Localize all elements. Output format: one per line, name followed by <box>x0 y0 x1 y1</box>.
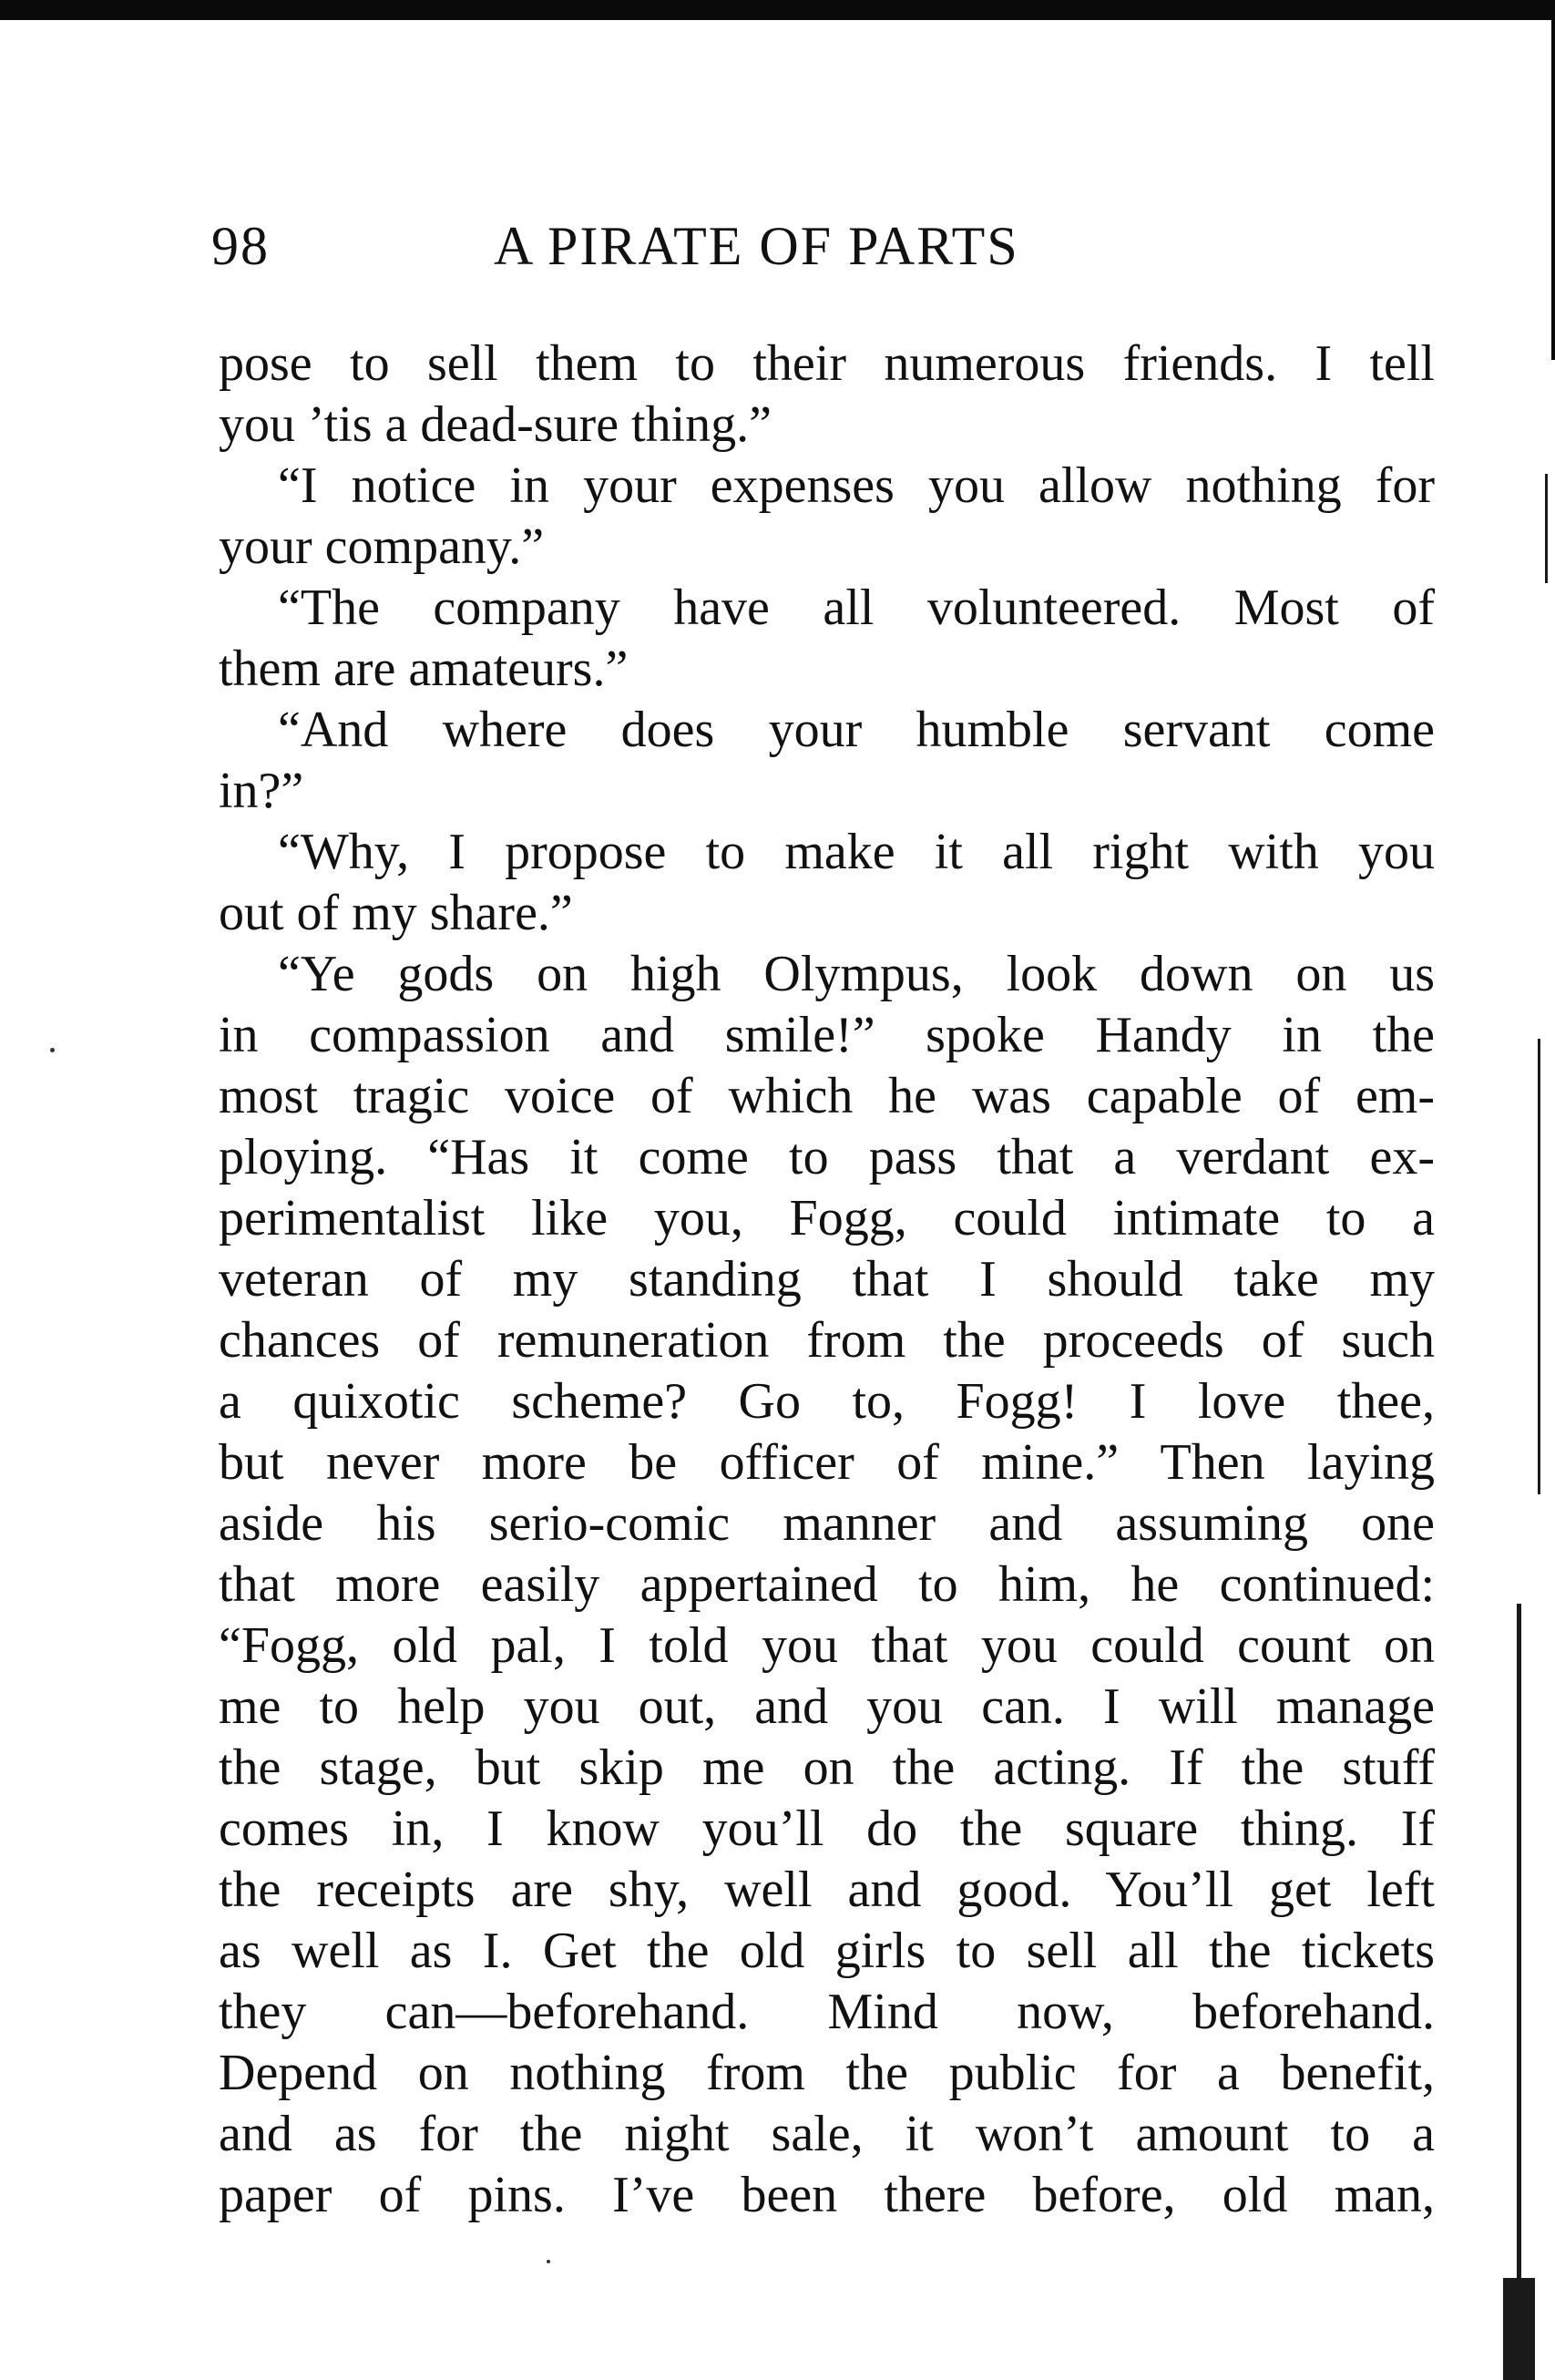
text-line: that more easily appertained to him, he continued: <box>219 1556 1435 1613</box>
page-edge-shadow <box>1551 0 1555 360</box>
running-head <box>211 215 1441 288</box>
text-line: aside his serio-comic manner and assuming one <box>219 1495 1435 1552</box>
text-line: ploying. “Has it come to pass that a verdant ex- <box>219 1129 1435 1185</box>
text-line: your company.” <box>219 518 545 575</box>
text-line: “Why, I propose to make it all right with you <box>278 824 1435 880</box>
text-line: “Fogg, old pal, I told you that you could count on <box>219 1617 1435 1674</box>
text-line: me to help you out, and you can. I will manage <box>219 1678 1435 1735</box>
margin-scan-mark <box>1517 1604 1521 2278</box>
text-line: “The company have all volunteered. Most of <box>278 580 1435 636</box>
text-line: veteran of my standing that I should take my <box>219 1251 1435 1308</box>
text-line: in compassion and smile!” spoke Handy in the <box>219 1007 1435 1063</box>
margin-scan-mark <box>1538 1039 1540 1494</box>
text-line: in?” <box>219 763 304 819</box>
text-line: the stage, but skip me on the acting. If the stuff <box>219 1739 1435 1796</box>
text-line: “Ye gods on high Olympus, look down on us <box>278 946 1435 1002</box>
text-line: the receipts are shy, well and good. You’ll get left <box>219 1862 1435 1918</box>
text-line: but never more be officer of mine.” Then laying <box>219 1434 1435 1491</box>
text-line: you ’tis a dead-sure thing.” <box>219 396 772 453</box>
book-title: A PIRATE OF PARTS <box>494 216 1019 276</box>
scan-speck <box>50 1048 55 1052</box>
text-line: pose to sell them to their numerous friends. I tell <box>219 335 1435 392</box>
text-line: chances of remuneration from the proceeds of such <box>219 1312 1435 1369</box>
top-border <box>0 0 1555 20</box>
text-line: them are amateurs.” <box>219 641 629 697</box>
text-line: they can—beforehand. Mind now, beforehand. <box>219 1984 1435 2040</box>
text-line: and as for the night sale, it won’t amount to a <box>219 2106 1435 2162</box>
page-number: 98 <box>211 216 270 276</box>
text-line: perimentalist like you, Fogg, could intimate to a <box>219 1190 1435 1246</box>
text-line: paper of pins. I’ve been there before, old man, <box>219 2167 1435 2223</box>
text-line: most tragic voice of which he was capable of em- <box>219 1068 1435 1124</box>
margin-scan-mark <box>1545 474 1548 583</box>
margin-scan-mark <box>1503 2278 1535 2380</box>
text-line: as well as I. Get the old girls to sell all the tickets <box>219 1923 1435 1979</box>
text-line: Depend on nothing from the public for a benefit, <box>219 2045 1435 2101</box>
text-line: “I notice in your expenses you allow nothing for <box>278 457 1435 514</box>
text-line: out of my share.” <box>219 885 573 941</box>
text-line: comes in, I know you’ll do the square thing. If <box>219 1800 1435 1857</box>
text-line: a quixotic scheme? Go to, Fogg! I love thee, <box>219 1373 1435 1430</box>
body-text <box>219 333 1435 2226</box>
text-line: “And where does your humble servant come <box>278 702 1435 758</box>
scan-speck <box>547 2260 550 2263</box>
